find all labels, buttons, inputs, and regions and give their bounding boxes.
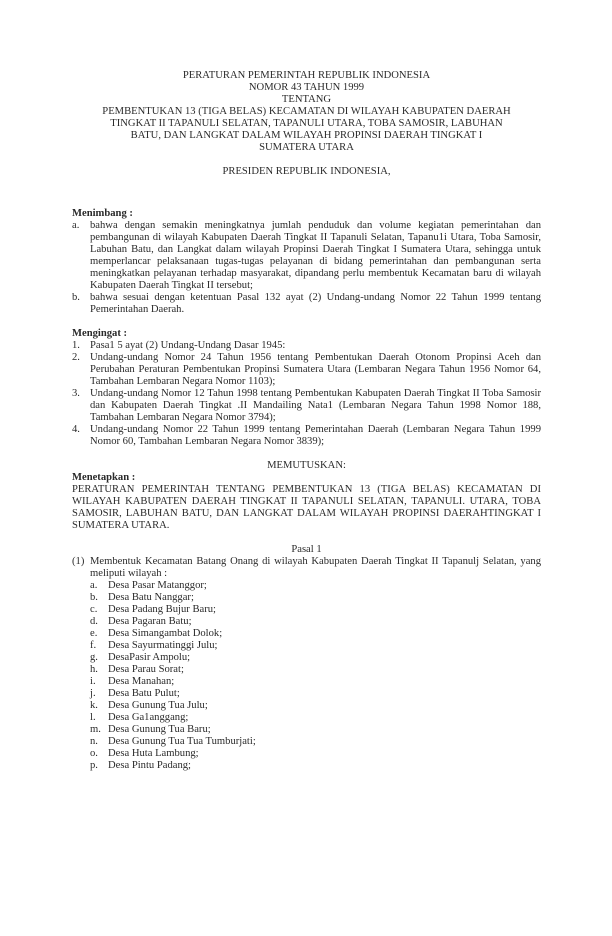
village-label: l. bbox=[90, 712, 96, 723]
item-text: bahwa dengan semakin meningkatnya jumlah penduduk dan volume kegiatan pemerintahan dan pembangunan di wilayah Kabupaten Daerah Tingkat II Tapanuli Selatan, Tapanu1i Utara, Toba Samosir, Labuhan Batu, dan Langkat dalam wilayah Propinsi Daerah Tingkat I Sumatera Utara, sehingga untuk memperlancar pelaksanaan tugas-tugas pelayanan di bidang pemerintahan dan pembangunan serta meningkatkan pelayanan terhadap masyarakat, dipandang perlu membentuk Kecamatan baru di wilayah Kabupaten Daerah Tingkat II tersebut; bbox=[90, 220, 541, 291]
title-line: NOMOR 43 TAHUN 1999 bbox=[248, 82, 365, 93]
village-name: Desa Gunung Tua Julu; bbox=[108, 700, 208, 711]
village-name: Desa Simangambat Dolok; bbox=[108, 628, 223, 639]
village-name: Desa Pagaran Batu; bbox=[108, 616, 192, 627]
village-name: Desa Batu Pulut; bbox=[108, 688, 180, 699]
village-item bbox=[72, 592, 541, 604]
village-item bbox=[72, 628, 541, 640]
title-line: TENTANG bbox=[281, 94, 332, 105]
village-label: g. bbox=[90, 652, 98, 663]
village-item bbox=[72, 616, 541, 628]
menetapkan-text: PERATURAN PEMERINTAH TENTANG PEMBENTUKAN 13 (TIGA BELAS) KECAMATAN DI WILAYAH KABUPATEN DAERAH TINGKAT II TAPANULI SELATAN, TAPANULI. UTARA, TOBA SAMOSIR, LABUHAN BATU, DAN LANGKAT DALAM WILAYAH PROPINSI DAERAHTINGKAT I SUMATERA UTARA. bbox=[72, 484, 541, 531]
item-label: 4. bbox=[72, 424, 80, 435]
title-line: BATU, DAN LANGKAT DALAM WILAYAH PROPINSI DAERAH TINGKAT I bbox=[130, 130, 483, 141]
village-item bbox=[72, 688, 541, 700]
village-label: c. bbox=[90, 604, 98, 615]
village-label: b. bbox=[90, 592, 98, 603]
village-name: Desa Parau Sorat; bbox=[108, 664, 184, 675]
item-label: 2. bbox=[72, 352, 80, 363]
village-label: a. bbox=[90, 580, 98, 591]
village-item bbox=[72, 736, 541, 748]
item-text: Undang-undang Nomor 22 Tahun 1999 tentang Pemerintahan Daerah (Lembaran Negara Tahun 1999 Nomor 60, Tambahan Lembaran Negara Nomor 3839); bbox=[90, 424, 541, 447]
title-line: TINGKAT II TAPANULI SELATAN, TAPANULI UTARA, TOBA SAMOSIR, LABUHAN bbox=[110, 118, 503, 129]
item-label: 1. bbox=[72, 340, 80, 351]
menimbang-item bbox=[72, 220, 541, 292]
president-heading: PRESIDEN REPUBLIK INDONESIA, bbox=[222, 166, 391, 177]
village-label: p. bbox=[90, 760, 98, 771]
village-item bbox=[72, 676, 541, 688]
title-line: PEMBENTUKAN 13 (TIGA BELAS) KECAMATAN DI WILAYAH KABUPATEN DAERAH bbox=[102, 106, 511, 117]
village-item bbox=[72, 760, 541, 772]
title-line: PERATURAN PEMERINTAH REPUBLIK INDONESIA bbox=[182, 70, 431, 81]
menetapkan-heading: Menetapkan : bbox=[72, 472, 136, 483]
mengingat-item bbox=[72, 424, 541, 448]
village-label: e. bbox=[90, 628, 98, 639]
village-name: Desa Pintu Padang; bbox=[108, 760, 191, 771]
village-list bbox=[72, 580, 541, 772]
village-name: Desa Batu Nanggar; bbox=[108, 592, 194, 603]
village-item bbox=[72, 580, 541, 592]
mengingat-section bbox=[72, 328, 541, 448]
item-text: Undang-undang Nomor 12 Tahun 1998 tentang Pembentukan Kabupaten Daerah Tingkat II Toba Samosir dan Kabupaten Daerah Tingkat .II Mandailing Nata1 (Lembaran Negara Tahun 1998 Nomor 188, Tambahan Lembaran Negara Nomor 3794); bbox=[90, 388, 541, 423]
mengingat-heading: Mengingat : bbox=[72, 328, 128, 339]
village-name: Desa Pasar Matanggor; bbox=[108, 580, 207, 591]
menimbang-heading: Menimbang : bbox=[72, 208, 133, 219]
village-item bbox=[72, 664, 541, 676]
village-name: Desa Ga1anggang; bbox=[108, 712, 189, 723]
item-label: 3. bbox=[72, 388, 80, 399]
document-page bbox=[72, 70, 541, 772]
village-label: o. bbox=[90, 748, 98, 759]
pasal-paragraph bbox=[72, 556, 541, 580]
village-item bbox=[72, 604, 541, 616]
paragraph-text: Membentuk Kecamatan Batang Onang di wilayah Kabupaten Daerah Tingkat II Tapanulj Selatan, yang meliputi wilayah : bbox=[90, 556, 541, 579]
item-text: bahwa sesuai dengan ketentuan Pasal 132 ayat (2) Undang-undang Nomor 22 Tahun 1999 tentang Pemerintahan Daerah. bbox=[90, 292, 541, 315]
pasal-1-section bbox=[72, 544, 541, 772]
mengingat-item bbox=[72, 388, 541, 424]
menimbang-item bbox=[72, 292, 541, 316]
memutuskan-heading: MEMUTUSKAN: bbox=[267, 460, 346, 471]
mengingat-item bbox=[72, 340, 541, 352]
item-text: Undang-undang Nomor 24 Tahun 1956 tentang Pembentukan Daerah Otonom Propinsi Aceh dan Perubahan Peraturan Pembentukan Propinsi Sumatera Utara (Lembaran Negara Tahun 1956 Nomor 64, Tambahan Lembaran Negara Nomor 1103); bbox=[90, 352, 541, 387]
village-item bbox=[72, 640, 541, 652]
menimbang-section bbox=[72, 208, 541, 316]
village-label: n. bbox=[90, 736, 98, 747]
village-name: Desa Gunung Tua Baru; bbox=[108, 724, 211, 735]
village-item bbox=[72, 748, 541, 760]
village-item bbox=[72, 712, 541, 724]
village-item bbox=[72, 700, 541, 712]
village-label: f. bbox=[90, 640, 97, 651]
village-name: Desa Padang Bujur Baru; bbox=[108, 604, 216, 615]
item-label: b. bbox=[72, 292, 80, 303]
pasal-title: Pasal 1 bbox=[291, 544, 322, 555]
village-label: d. bbox=[90, 616, 98, 627]
village-name: Desa Sayurmatinggi Julu; bbox=[108, 640, 218, 651]
item-text: Pasa1 5 ayat (2) Undang-Undang Dasar 1945: bbox=[90, 340, 286, 351]
paragraph-label: (1) bbox=[72, 556, 85, 567]
item-label: a. bbox=[72, 220, 80, 231]
document-title bbox=[72, 70, 541, 154]
village-name: Desa Huta Lambung; bbox=[108, 748, 199, 759]
village-label: j. bbox=[90, 688, 96, 699]
village-label: i. bbox=[90, 676, 96, 687]
village-item bbox=[72, 652, 541, 664]
village-name: Desa Gunung Tua Tua Tumburjati; bbox=[108, 736, 256, 747]
village-name: Desa Manahan; bbox=[108, 676, 175, 687]
menetapkan-section bbox=[72, 472, 541, 532]
title-line: SUMATERA UTARA bbox=[259, 142, 354, 153]
village-item bbox=[72, 724, 541, 736]
village-label: m. bbox=[90, 724, 101, 735]
village-label: k. bbox=[90, 700, 98, 711]
village-label: h. bbox=[90, 664, 98, 675]
village-name: DesaPasir Ampolu; bbox=[108, 652, 191, 663]
mengingat-item bbox=[72, 352, 541, 388]
